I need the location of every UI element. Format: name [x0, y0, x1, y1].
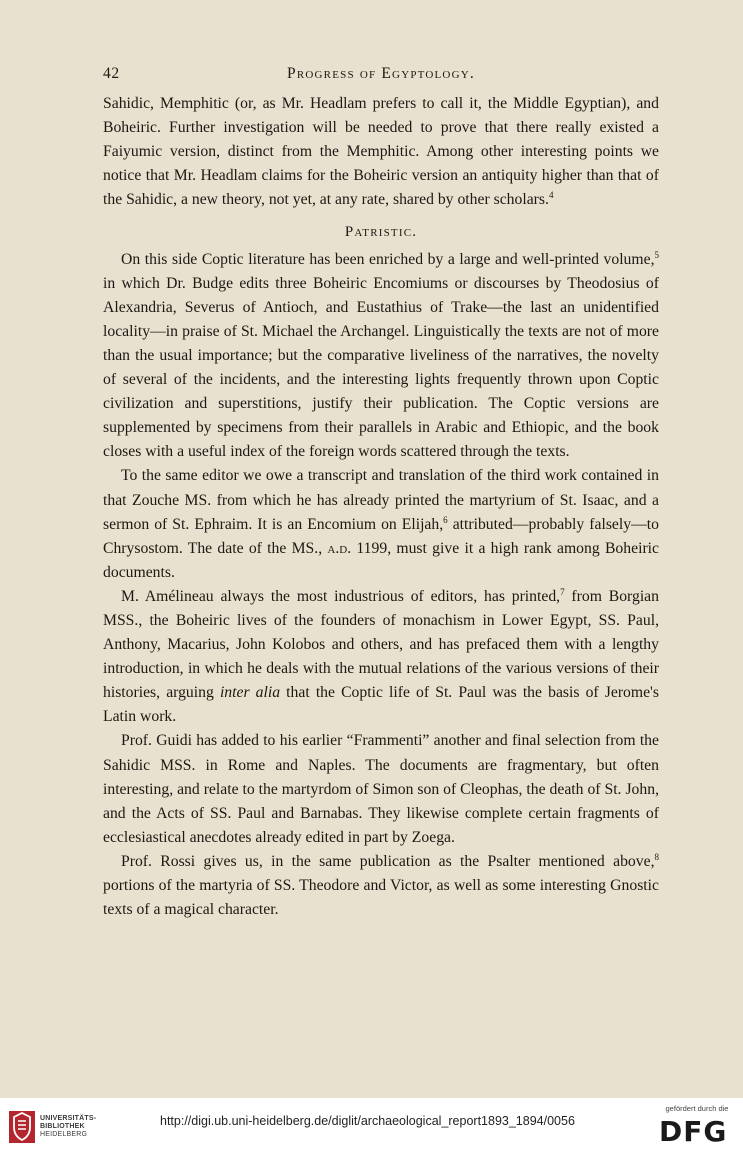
digital-copy-link[interactable]: http://digi.ub.uni-heidelberg.de/diglit/archaeological_report1893_1894/0056	[160, 1114, 575, 1128]
paragraph-text: Prof. Guidi has added to his earlier “Frammenti” another and final selection from the Sahidic MSS. in Rome and Naples. The documents are fragmentary, but often interesting, and relate to the martyrdom of Simon son of Cleophas, the death of St. John, and the Acts of SS. Paul and Barnabas. They likewise complete certain fragments of ecclesiastical anecdotes already edited in part by Zoega.	[103, 732, 659, 846]
dfg-wordmark: DFG	[659, 1115, 728, 1148]
paragraph-budge-volume	[103, 248, 659, 465]
paragraph-text: On this side Coptic literature has been enriched by a large and well-printed volume,	[121, 250, 655, 268]
footnote-marker: 4	[548, 190, 554, 201]
footnote-marker: 8	[654, 851, 659, 862]
section-heading-patristic: Patristic.	[344, 224, 418, 241]
footnote-marker: 6	[443, 514, 448, 525]
paragraph-text: Prof. Rossi gives us, in the same publication as the Psalter mentioned above,	[121, 852, 655, 870]
logo-line: UNIVERSITÄTS-	[40, 1115, 97, 1122]
footnote-marker: 5	[654, 249, 659, 260]
paragraph-rossi	[103, 850, 659, 922]
paragraph-zouche-ms	[103, 464, 659, 584]
page-header	[103, 62, 659, 92]
footnote-marker: 7	[560, 586, 565, 597]
university-seal-icon	[8, 1109, 36, 1145]
page-number: 42	[103, 65, 120, 82]
italic-phrase: inter alia	[219, 684, 281, 702]
paragraph-text: To the same editor we owe a transcript and translation of the third work contained in that Zouche MS. from which he has already printed the martyrium of St. Isaac, and a sermon of St. Ephraim. It is an Encomium on Elijah,	[103, 467, 659, 533]
logo-wordmark	[40, 1115, 96, 1139]
university-library-logo[interactable]	[8, 1109, 153, 1145]
paragraph-guidi	[103, 729, 659, 849]
paragraph-text: 1199, must give it a high rank among Boheiric documents.	[103, 539, 659, 581]
dfg-funding-logo[interactable]	[657, 1104, 737, 1150]
paragraph-text: Sahidic, Memphitic (or, as Mr. Headlam prefers to call it, the Middle Egyptian), and Boheiric. Further investigation will be needed to prove that there really existed a Faiyumic version, distinct from the Memphitic. Among other interesting points we notice that Mr. Headlam claims for the Boheiric version an antiquity higher than that of the Sahidic, a new theory, not yet, at any rate, shared by other scholars.	[103, 95, 659, 209]
dfg-caption: gefördert durch die	[665, 1104, 729, 1113]
paragraph-text: that the Coptic life of St. Paul was the basis of Jerome's Latin work.	[103, 684, 659, 726]
logo-line: BIBLIOTHEK	[40, 1123, 85, 1130]
footer-bar	[0, 1098, 743, 1155]
paragraph-headlam	[103, 92, 659, 212]
paragraph-text: in which Dr. Budge edits three Boheiric Encomiums or discourses by Theodosius of Alexandria, Severus of Antioch, and Eustathius of Trake—the last an unidentified locality—in praise of St. Michael the Archangel. Linguistically the texts are not of more than the usual importance; but the comparative liveliness of the narratives, the novelty of several of the incidents, and the interesting lights frequently thrown upon Coptic civilization and superstitions, justify their publication. The Coptic versions are supplemented by specimens from their parallels in Arabic and Ethiopic, and the book closes with a useful index of the foreign words scattered through the texts.	[103, 274, 659, 461]
era-abbreviation: a.d.	[327, 539, 352, 557]
running-title: Progress of Egyptology.	[287, 65, 475, 82]
paragraph-text: M. Amélineau always the most industrious of editors, has printed,	[121, 587, 561, 605]
paragraph-text: attributed—probably falsely—to Chrysostom. The date of the MS.,	[103, 515, 659, 557]
page-content	[103, 62, 659, 922]
paragraph-text: portions of the martyria of SS. Theodore and Victor, as well as some interesting Gnostic texts of a magical character.	[103, 877, 659, 919]
logo-line: HEIDELBERG	[40, 1131, 88, 1138]
paragraph-amelineau	[103, 585, 659, 730]
paragraph-text: from Borgian MSS., the Boheiric lives of the founders of monachism in Lower Egypt, SS. Paul, Anthony, Macarius, John Kolobos and others, and has prefaced them with a lengthy introduction, in which he deals with the mutual relations of the various versions of their histories, arguing	[103, 587, 659, 702]
